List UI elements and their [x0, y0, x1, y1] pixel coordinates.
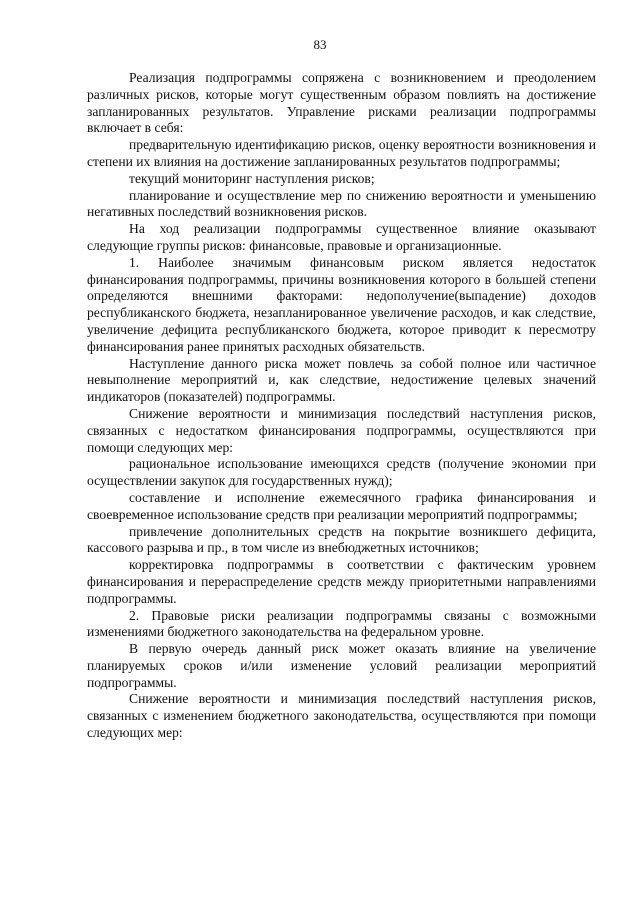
- paragraph: составление и исполнение ежемесячного графика финансирования и своевременное использование средств при реализации мероприятий подпрограммы;: [87, 489, 596, 522]
- paragraph: корректировка подпрограммы в соответствии с фактическим уровнем финансирования и перераспределение средств между приоритетными направлениями подпрограммы.: [87, 557, 596, 606]
- paragraph: 1. Наиболее значимым финансовым риском является недостаток финансирования подпрограммы, причины возникновения которого в большей степени определяются внешними факторами: недополучение(выпадение) доходов республиканского бюджета, незапланированное увеличение расходов, и как следствие, увеличение дефицита республиканского бюджета, которое приводит к пересмотру финансирования ранее принятых расходных обязательств.: [87, 254, 596, 354]
- paragraph: В первую очередь данный риск может оказать влияние на увеличение планируемых сроков и/или изменение условий реализации мероприятий подпрограммы.: [87, 641, 596, 690]
- paragraph: Реализация подпрограммы сопряжена с возникновением и преодолением различных рисков, которые могут существенным образом повлиять на достижение запланированных результатов. Управление рисками реализации подпрограммы включает в себя:: [87, 70, 596, 136]
- paragraph: планирование и осуществление мер по снижению вероятности и уменьшению негативных последствий возникновения рисков.: [87, 187, 596, 220]
- paragraph: привлечение дополнительных средств на покрытие возникшего дефицита, кассового разрыва и пр., в том числе из внебюджетных источников;: [87, 523, 596, 556]
- paragraph: текущий мониторинг наступления рисков;: [129, 170, 375, 186]
- page-number: 83: [313, 37, 327, 52]
- paragraph: На ход реализации подпрограммы существенное влияние оказывают следующие группы рисков: финансовые, правовые и организационные.: [87, 221, 596, 253]
- paragraph: Снижение вероятности и минимизация последствий наступления рисков, связанных с недостатком финансирования подпрограммы, осуществляются при помощи следующих мер:: [87, 405, 596, 455]
- paragraph: Снижение вероятности и минимизация последствий наступления рисков, связанных с изменением бюджетного законодательства, осуществляются при помощи следующих мер:: [87, 691, 596, 741]
- document-body: [87, 70, 596, 742]
- paragraph: 2. Правовые риски реализации подпрограммы связаны с возможными изменениями бюджетного законодательства на федеральном уровне.: [87, 607, 596, 640]
- paragraph: Наступление данного риска может повлечь за собой полное или частичное невыполнение мероприятий и, как следствие, недостижение целевых значений индикаторов (показателей) подпрограммы.: [87, 355, 596, 405]
- paragraph: предварительную идентификацию рисков, оценку вероятности возникновения и степени их влияния на достижение запланированных результатов подпрограммы;: [87, 137, 596, 169]
- paragraph: рациональное использование имеющихся средств (получение экономии при осуществлении закупок для государственных нужд);: [87, 456, 596, 489]
